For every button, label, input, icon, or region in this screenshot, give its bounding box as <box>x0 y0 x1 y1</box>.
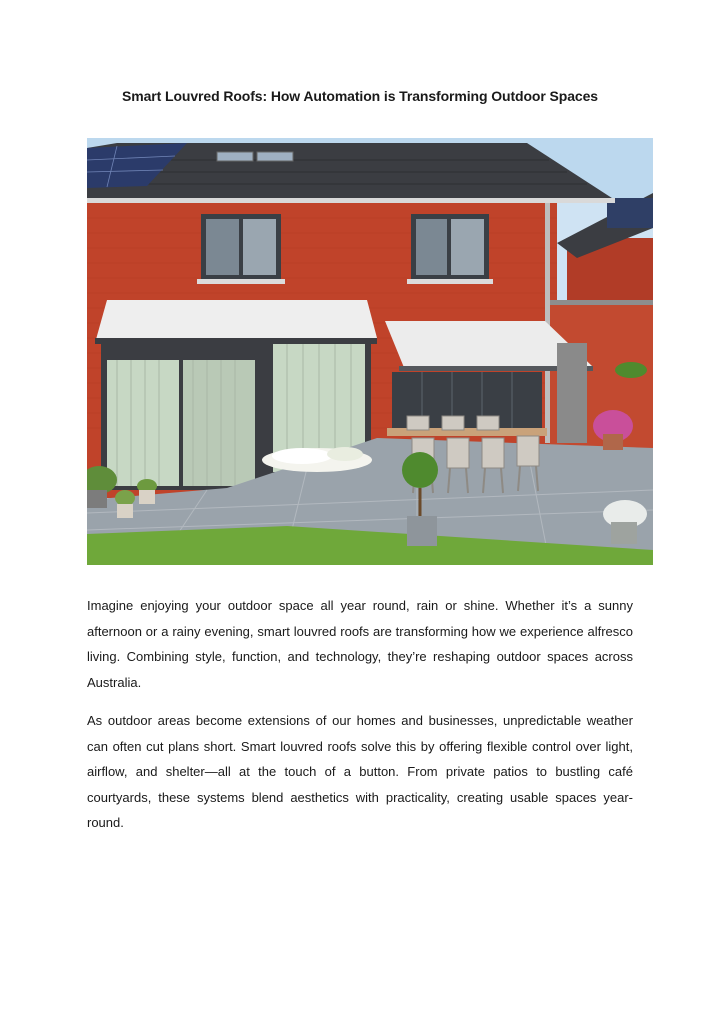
house-patio-photo <box>87 138 653 565</box>
body-paragraph: As outdoor areas become extensions of our homes and businesses, unpredictable weather can often cut plans short. Smart louvred roofs solve this by offering flexible control over light, airflow, and shelter—all at the touch of a button. From private patios to bustling café courtyards, these systems blend aesthetics with practicality, creating usable spaces year-round. <box>87 713 633 830</box>
intro-paragraph: Imagine enjoying your outdoor space all year round, rain or shine. Whether it’s a sunny afternoon or a rainy evening, smart louvred roofs are transforming how we experience alfresco living. Combining style, function, and technology, they’re reshaping outdoor spaces across Australia. <box>87 598 633 690</box>
document-title: Smart Louvred Roofs: How Automation is Transforming Outdoor Spaces <box>122 88 598 104</box>
